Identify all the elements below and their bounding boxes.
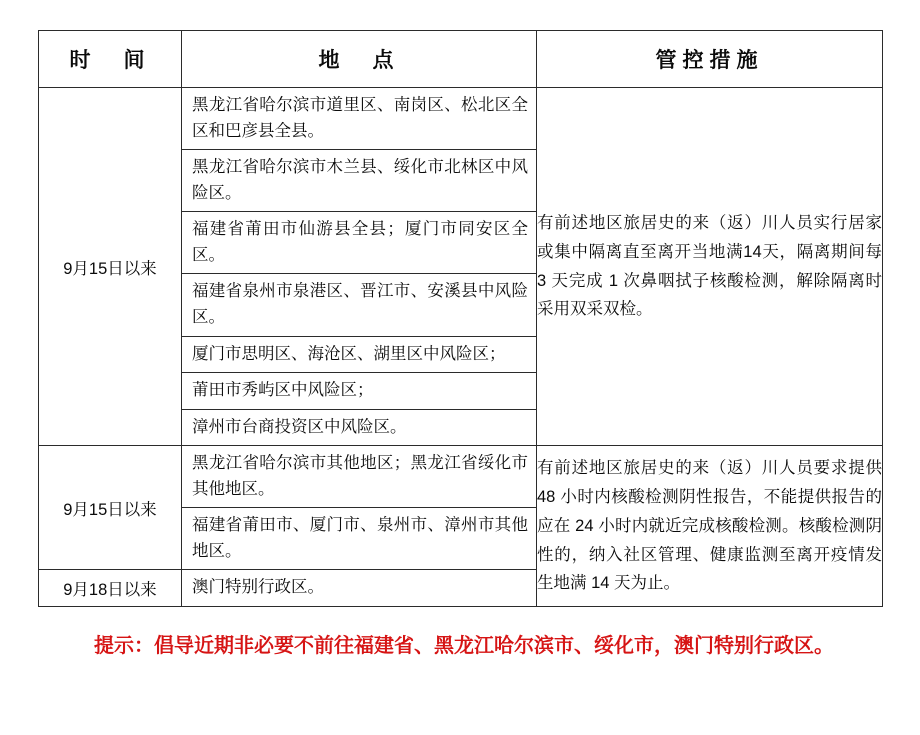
cell-time-1: 9月15日以来 <box>39 88 182 446</box>
tip-note <box>38 629 882 664</box>
column-header-place: 地 点 <box>182 31 537 88</box>
place-line: 厦门市思明区、海沧区、湖里区中风险区； <box>182 337 536 374</box>
cell-time-3: 9月18日以来 <box>39 570 182 607</box>
table-row <box>39 88 883 446</box>
place-line: 黑龙江省哈尔滨市木兰县、绥化市北林区中风险区。 <box>182 150 536 212</box>
epidemic-control-table <box>38 30 883 607</box>
place-line: 黑龙江省哈尔滨市道里区、南岗区、松北区全区和巴彦县全县。 <box>182 88 536 150</box>
place-line: 福建省泉州市泉港区、晋江市、安溪县中风险区。 <box>182 274 536 336</box>
place-line: 澳门特别行政区。 <box>192 578 324 597</box>
place-line: 福建省莆田市仙游县全县；厦门市同安区全区。 <box>182 212 536 274</box>
table-header-row <box>39 31 883 88</box>
place-line: 黑龙江省哈尔滨市其他地区；黑龙江省绥化市其他地区。 <box>182 446 536 508</box>
table-header <box>39 31 883 88</box>
cell-measure-2: 有前述地区旅居史的来（返）川人员要求提供 48 小时内核酸检测阴性报告，不能提供报告的应在 24 小时内就近完成核酸检测。核酸检测阴性的，纳入社区管理、健康监测至离开疫情发生地满 14 天为止。 <box>537 446 883 607</box>
column-header-time: 时 间 <box>39 31 182 88</box>
column-header-measure: 管控措施 <box>537 31 883 88</box>
cell-measure-1: 有前述地区旅居史的来（返）川人员实行居家或集中隔离直至离开当地满14天，隔离期间每 3 天完成 1 次鼻咽拭子核酸检测，解除隔离时采用双采双检。 <box>537 88 883 446</box>
cell-time-2: 9月15日以来 <box>39 446 182 570</box>
cell-place-1 <box>182 88 537 446</box>
cell-place-3 <box>182 570 537 607</box>
table-body <box>39 88 883 607</box>
place-line: 莆田市秀屿区中风险区； <box>182 373 536 410</box>
place-list-1 <box>182 88 536 445</box>
tip-label: 提示： <box>94 635 154 657</box>
place-list-3 <box>182 570 536 606</box>
place-line: 福建省莆田市、厦门市、泉州市、漳州市其他地区。 <box>192 516 528 560</box>
cell-place-2 <box>182 446 537 570</box>
tip-text: 倡导近期非必要不前往福建省、黑龙江哈尔滨市、绥化市，澳门特别行政区。 <box>154 635 834 657</box>
place-list-2 <box>182 446 536 569</box>
table-row <box>39 446 883 570</box>
place-line: 漳州市台商投资区中风险区。 <box>192 417 407 436</box>
